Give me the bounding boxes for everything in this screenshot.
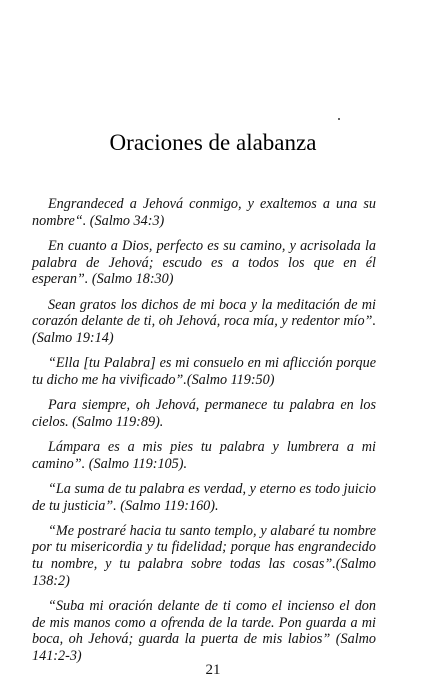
verse-paragraph: En cuanto a Dios, perfecto es su camino, y acrisolada la palabra de Jehová; escudo es a todos los que en él esperan”. (Salmo 18:30) [32, 237, 376, 288]
verse-paragraph: “La suma de tu palabra es verdad, y eterno es todo juicio de tu justicia”. (Salmo 119:160). [32, 480, 376, 514]
verse-paragraph: Sean gratos los dichos de mi boca y la meditación de mi corazón delante de ti, oh Jehová, roca mía, y redentor mío”. (Salmo 19:14) [32, 296, 376, 346]
page-number: 21 [205, 662, 221, 678]
verse-paragraph: “Me postraré hacia tu santo templo, y alabaré tu nombre por tu misericordia y tu fidelidad; porque has engrandecido tu nombre, y tu palabra sobre todas las cosas”.(Salmo 138:2) [32, 522, 376, 589]
page-title: Oraciones de alabanza [109, 130, 317, 155]
verse-paragraph: Para siempre, oh Jehová, permanece tu palabra en los cielos. (Salmo 119:89). [32, 397, 376, 430]
verse-paragraph: “Suba mi oración delante de ti como el incienso el don de mis manos como a ofrenda de la tarde. Pon guarda a mi boca, oh Jehová; guarda la puerta de mis labios” (Salmo 141:2-3) [32, 598, 376, 665]
verse-paragraph: Engrandeced a Jehová conmigo, y exaltemos a una su nombre“. (Salmo 34:3) [32, 196, 376, 229]
verse-paragraph: “Ella [tu Palabra] es mi consuelo en mi aflicción porque tu dicho me ha vivificado”.(Salmo 119:50) [32, 355, 376, 388]
verse-paragraph: Lámpara es a mis pies tu palabra y lumbrera a mi camino”. (Salmo 119:105). [32, 438, 376, 472]
print-speck [338, 118, 340, 120]
verse-list [32, 196, 376, 673]
